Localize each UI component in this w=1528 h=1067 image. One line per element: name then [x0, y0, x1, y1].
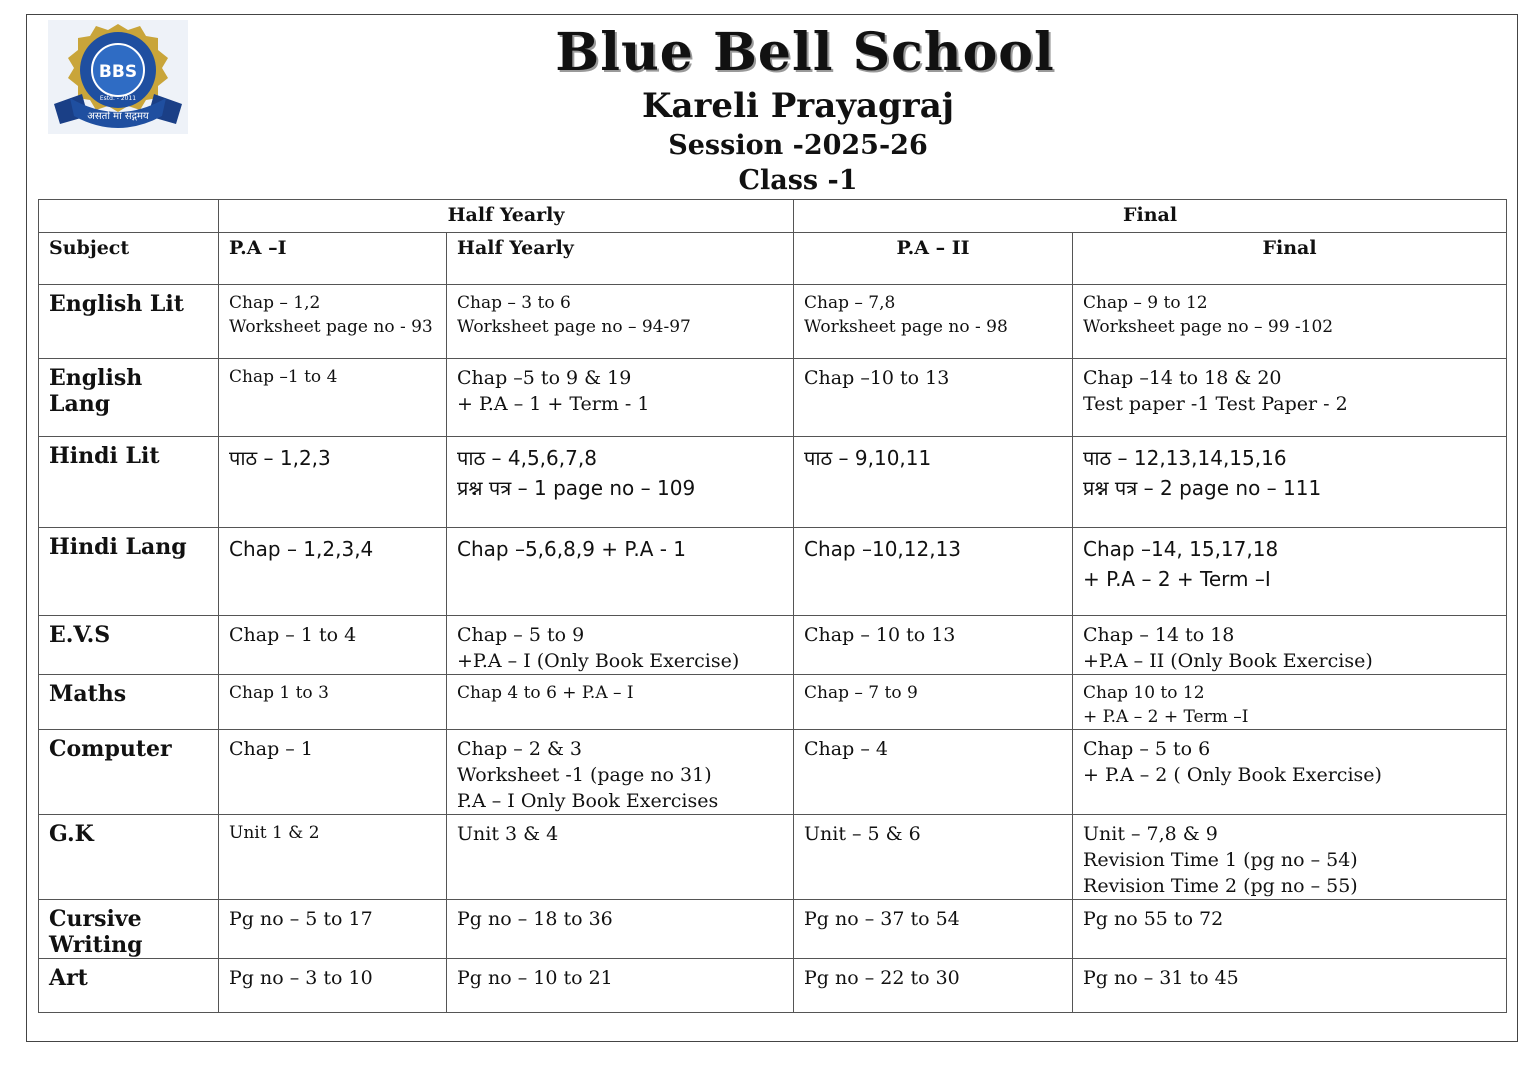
empty-corner-cell — [39, 200, 219, 233]
half-yearly-cell: Chap – 5 to 9 +P.A – I (Only Book Exercise) — [447, 616, 794, 675]
pa1-cell: Pg no – 3 to 10 — [219, 959, 447, 1013]
pa1-cell: Chap – 1 — [219, 730, 447, 815]
half-yearly-cell: Pg no – 10 to 21 — [447, 959, 794, 1013]
final-cell: Chap – 9 to 12 Worksheet page no – 99 -102 — [1073, 285, 1507, 359]
pa2-cell: Pg no – 37 to 54 — [794, 900, 1073, 959]
half-yearly-cell: Chap 4 to 6 + P.A – I — [447, 675, 794, 730]
syllabus-table — [38, 199, 1507, 1013]
half-yearly-cell: Chap – 3 to 6 Worksheet page no – 94-97 — [447, 285, 794, 359]
logo-initials: BBS — [98, 62, 138, 82]
table-row — [39, 437, 1507, 528]
pa1-cell: Pg no – 5 to 17 — [219, 900, 447, 959]
half-yearly-cell: Chap –5,6,8,9 + P.A - 1 — [447, 528, 794, 616]
pa2-cell: Pg no – 22 to 30 — [794, 959, 1073, 1013]
table-row — [39, 528, 1507, 616]
subject-cell: Cursive Writing — [39, 900, 219, 959]
subject-cell: E.V.S — [39, 616, 219, 675]
pa1-cell: पाठ – 1,2,3 — [219, 437, 447, 528]
column-header-final: Final — [1073, 233, 1507, 285]
pa2-cell: पाठ – 9,10,11 — [794, 437, 1073, 528]
final-cell: Chap – 14 to 18 +P.A – II (Only Book Exercise) — [1073, 616, 1507, 675]
column-header-subject: Subject — [39, 233, 219, 285]
column-header-pa2: P.A – II — [794, 233, 1073, 285]
group-header-row — [39, 200, 1507, 233]
column-header-half-yearly: Half Yearly — [447, 233, 794, 285]
final-cell: Pg no 55 to 72 — [1073, 900, 1507, 959]
subject-cell: Computer — [39, 730, 219, 815]
half-yearly-cell: Chap –5 to 9 & 19 + P.A – 1 + Term - 1 — [447, 359, 794, 437]
school-name: Blue Bell School — [555, 22, 1055, 83]
subject-cell: Maths — [39, 675, 219, 730]
subject-cell: Art — [39, 959, 219, 1013]
half-yearly-cell: Pg no – 18 to 36 — [447, 900, 794, 959]
pa1-cell: Chap – 1,2 Worksheet page no - 93 — [219, 285, 447, 359]
half-yearly-cell: Unit 3 & 4 — [447, 815, 794, 900]
table-row — [39, 359, 1507, 437]
final-cell: Chap –14, 15,17,18 + P.A – 2 + Term –I — [1073, 528, 1507, 616]
half-yearly-cell: Chap – 2 & 3 Worksheet -1 (page no 31) P.A – I Only Book Exercises — [447, 730, 794, 815]
pa1-cell: Chap –1 to 4 — [219, 359, 447, 437]
subject-cell: Hindi Lang — [39, 528, 219, 616]
table-row — [39, 675, 1507, 730]
final-cell: Unit – 7,8 & 9 Revision Time 1 (pg no – 54) Revision Time 2 (pg no – 55) — [1073, 815, 1507, 900]
pa2-cell: Chap –10,12,13 — [794, 528, 1073, 616]
pa2-cell: Chap –10 to 13 — [794, 359, 1073, 437]
table-row — [39, 730, 1507, 815]
column-header-pa1: P.A –I — [219, 233, 447, 285]
final-cell: Chap –14 to 18 & 20 Test paper -1 Test Paper - 2 — [1073, 359, 1507, 437]
subject-cell: Hindi Lit — [39, 437, 219, 528]
pa1-cell: Chap 1 to 3 — [219, 675, 447, 730]
class-label: Class -1 — [738, 165, 858, 196]
session: Session -2025-26 — [668, 130, 928, 161]
group-header-half-yearly: Half Yearly — [219, 200, 794, 233]
final-cell: Pg no – 31 to 45 — [1073, 959, 1507, 1013]
table-row — [39, 900, 1507, 959]
table-row — [39, 616, 1507, 675]
pa1-cell: Chap – 1,2,3,4 — [219, 528, 447, 616]
pa2-cell: Chap – 7,8 Worksheet page no - 98 — [794, 285, 1073, 359]
subject-cell: English Lit — [39, 285, 219, 359]
half-yearly-cell: पाठ – 4,5,6,7,8 प्रश्न पत्र – 1 page no – 109 — [447, 437, 794, 528]
table-row — [39, 959, 1507, 1013]
final-cell: Chap 10 to 12 + P.A – 2 + Term –I — [1073, 675, 1507, 730]
pa2-cell: Unit – 5 & 6 — [794, 815, 1073, 900]
column-header-row — [39, 233, 1507, 285]
subject-cell: G.K — [39, 815, 219, 900]
school-logo — [48, 20, 188, 134]
pa2-cell: Chap – 7 to 9 — [794, 675, 1073, 730]
final-cell: Chap – 5 to 6 + P.A – 2 ( Only Book Exercise) — [1073, 730, 1507, 815]
pa1-cell: Unit 1 & 2 — [219, 815, 447, 900]
location: Kareli Prayagraj — [641, 86, 955, 126]
subject-cell: English Lang — [39, 359, 219, 437]
logo-estd: Estd. - 2011 — [99, 95, 137, 102]
table-row — [39, 815, 1507, 900]
group-header-final: Final — [794, 200, 1507, 233]
final-cell: पाठ – 12,13,14,15,16 प्रश्न पत्र – 2 page no – 111 — [1073, 437, 1507, 528]
pa2-cell: Chap – 10 to 13 — [794, 616, 1073, 675]
table-row — [39, 285, 1507, 359]
logo-motto: असतो मा सद्गमय — [87, 111, 149, 122]
pa2-cell: Chap – 4 — [794, 730, 1073, 815]
pa1-cell: Chap – 1 to 4 — [219, 616, 447, 675]
